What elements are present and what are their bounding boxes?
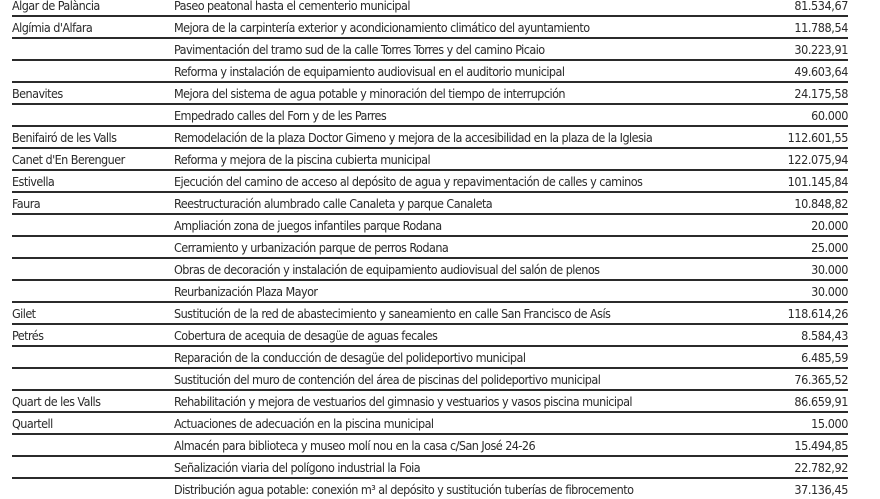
amount-cell: 11.788,54	[794, 19, 848, 35]
project-cell: Reparación de la conducción de desagüe del polideportivo municipal	[174, 349, 526, 365]
project-cell: Señalización viaria del polígono industrial la Foia	[174, 459, 421, 475]
table-row	[12, 281, 848, 303]
project-cell: Reurbanización Plaza Mayor	[174, 283, 318, 299]
table-row	[12, 61, 848, 83]
table-row	[12, 457, 848, 479]
project-cell: Actuaciones de adecuación en la piscina municipal	[174, 415, 434, 431]
project-cell: Reforma y mejora de la piscina cubierta municipal	[174, 151, 431, 167]
investment-table	[12, 0, 848, 499]
amount-cell: 86.659,91	[794, 393, 848, 409]
amount-cell: 10.848,82	[794, 195, 848, 211]
project-cell: Paseo peatonal hasta el cementerio municipal	[174, 0, 410, 13]
table-row	[12, 325, 848, 347]
table-row	[12, 413, 848, 435]
amount-cell: 30.223,91	[794, 41, 848, 57]
amount-cell: 112.601,55	[787, 129, 848, 145]
project-cell: Pavimentación del tramo sud de la calle Torres Torres y del camino Picaio	[174, 41, 545, 57]
amount-cell: 49.603,64	[794, 63, 848, 79]
amount-cell: 8.584,43	[801, 327, 848, 343]
amount-cell: 20.000	[811, 217, 848, 233]
table-row	[12, 391, 848, 413]
table-row	[12, 435, 848, 457]
project-cell: Mejora del sistema de agua potable y minoración del tiempo de interrupción	[174, 85, 565, 101]
table-row	[12, 17, 848, 39]
municipality-cell: Estivella	[12, 173, 55, 189]
amount-cell: 6.485,59	[801, 349, 848, 365]
amount-cell: 15.000	[811, 415, 848, 431]
municipality-cell: Algímia d'Alfara	[12, 19, 93, 35]
table-row	[12, 105, 848, 127]
municipality-cell: Benifairó de les Valls	[12, 129, 117, 145]
amount-cell: 76.365,52	[794, 371, 848, 387]
project-cell: Ampliación zona de juegos infantiles parque Rodana	[174, 217, 442, 233]
project-cell: Empedrado calles del Forn y de les Parres	[174, 107, 387, 123]
project-cell: Sustitución de la red de abastecimiento y saneamiento en calle San Francisco de Asís	[174, 305, 611, 321]
project-cell: Obras de decoración y instalación de equipamiento audiovisual del salón de plenos	[174, 261, 600, 277]
amount-cell: 30.000	[811, 261, 848, 277]
table-row	[12, 127, 848, 149]
project-cell: Distribución agua potable: conexión m³ al depósito y sustitución tuberías de fibrocemento	[174, 481, 634, 497]
amount-cell: 122.075,94	[787, 151, 848, 167]
project-cell: Remodelación de la plaza Doctor Gimeno y mejora de la accesibilidad en la plaza de la Iglesia	[174, 129, 653, 145]
table-row	[12, 347, 848, 369]
table-row	[12, 0, 848, 17]
municipality-cell: Petrés	[12, 327, 44, 343]
table-row	[12, 259, 848, 281]
municipality-cell: Benavites	[12, 85, 63, 101]
table-row	[12, 303, 848, 325]
amount-cell: 25.000	[811, 239, 848, 255]
table-row	[12, 479, 848, 499]
project-cell: Almacén para biblioteca y museo molí nou en la casa c/San José 24-26	[174, 437, 536, 453]
table-row	[12, 369, 848, 391]
municipality-cell: Canet d'En Berenguer	[12, 151, 125, 167]
table-row	[12, 193, 848, 215]
project-cell: Cerramiento y urbanización parque de perros Rodana	[174, 239, 449, 255]
table-row	[12, 215, 848, 237]
municipality-cell: Quartell	[12, 415, 53, 431]
project-cell: Rehabilitación y mejora de vestuarios del gimnasio y vestuarios y vasos piscina municipal	[174, 393, 633, 409]
amount-cell: 15.494,85	[794, 437, 848, 453]
project-cell: Cobertura de acequia de desagüe de aguas fecales	[174, 327, 438, 343]
project-cell: Sustitución del muro de contención del área de piscinas del polideportivo municipal	[174, 371, 601, 387]
table-row	[12, 237, 848, 259]
municipality-cell: Algar de Palància	[12, 0, 100, 13]
project-cell: Mejora de la carpintería exterior y acondicionamiento climático del ayuntamiento	[174, 19, 590, 35]
amount-cell: 60.000	[811, 107, 848, 123]
table-row	[12, 149, 848, 171]
amount-cell: 118.614,26	[787, 305, 848, 321]
project-cell: Reestructuración alumbrado calle Canaleta y parque Canaleta	[174, 195, 493, 211]
amount-cell: 30.000	[811, 283, 848, 299]
project-cell: Reforma y instalación de equipamiento audiovisual en el auditorio municipal	[174, 63, 565, 79]
amount-cell: 37.136,45	[794, 481, 848, 497]
table-row	[12, 83, 848, 105]
table-row	[12, 171, 848, 193]
amount-cell: 22.782,92	[794, 459, 848, 475]
amount-cell: 24.175,58	[794, 85, 848, 101]
municipality-cell: Faura	[12, 195, 41, 211]
municipality-cell: Quart de les Valls	[12, 393, 101, 409]
table-row	[12, 39, 848, 61]
municipality-cell: Gilet	[12, 305, 36, 321]
amount-cell: 101.145,84	[787, 173, 848, 189]
project-cell: Ejecución del camino de acceso al depósito de agua y repavimentación de calles y caminos	[174, 173, 643, 189]
amount-cell: 81.534,67	[794, 0, 848, 13]
